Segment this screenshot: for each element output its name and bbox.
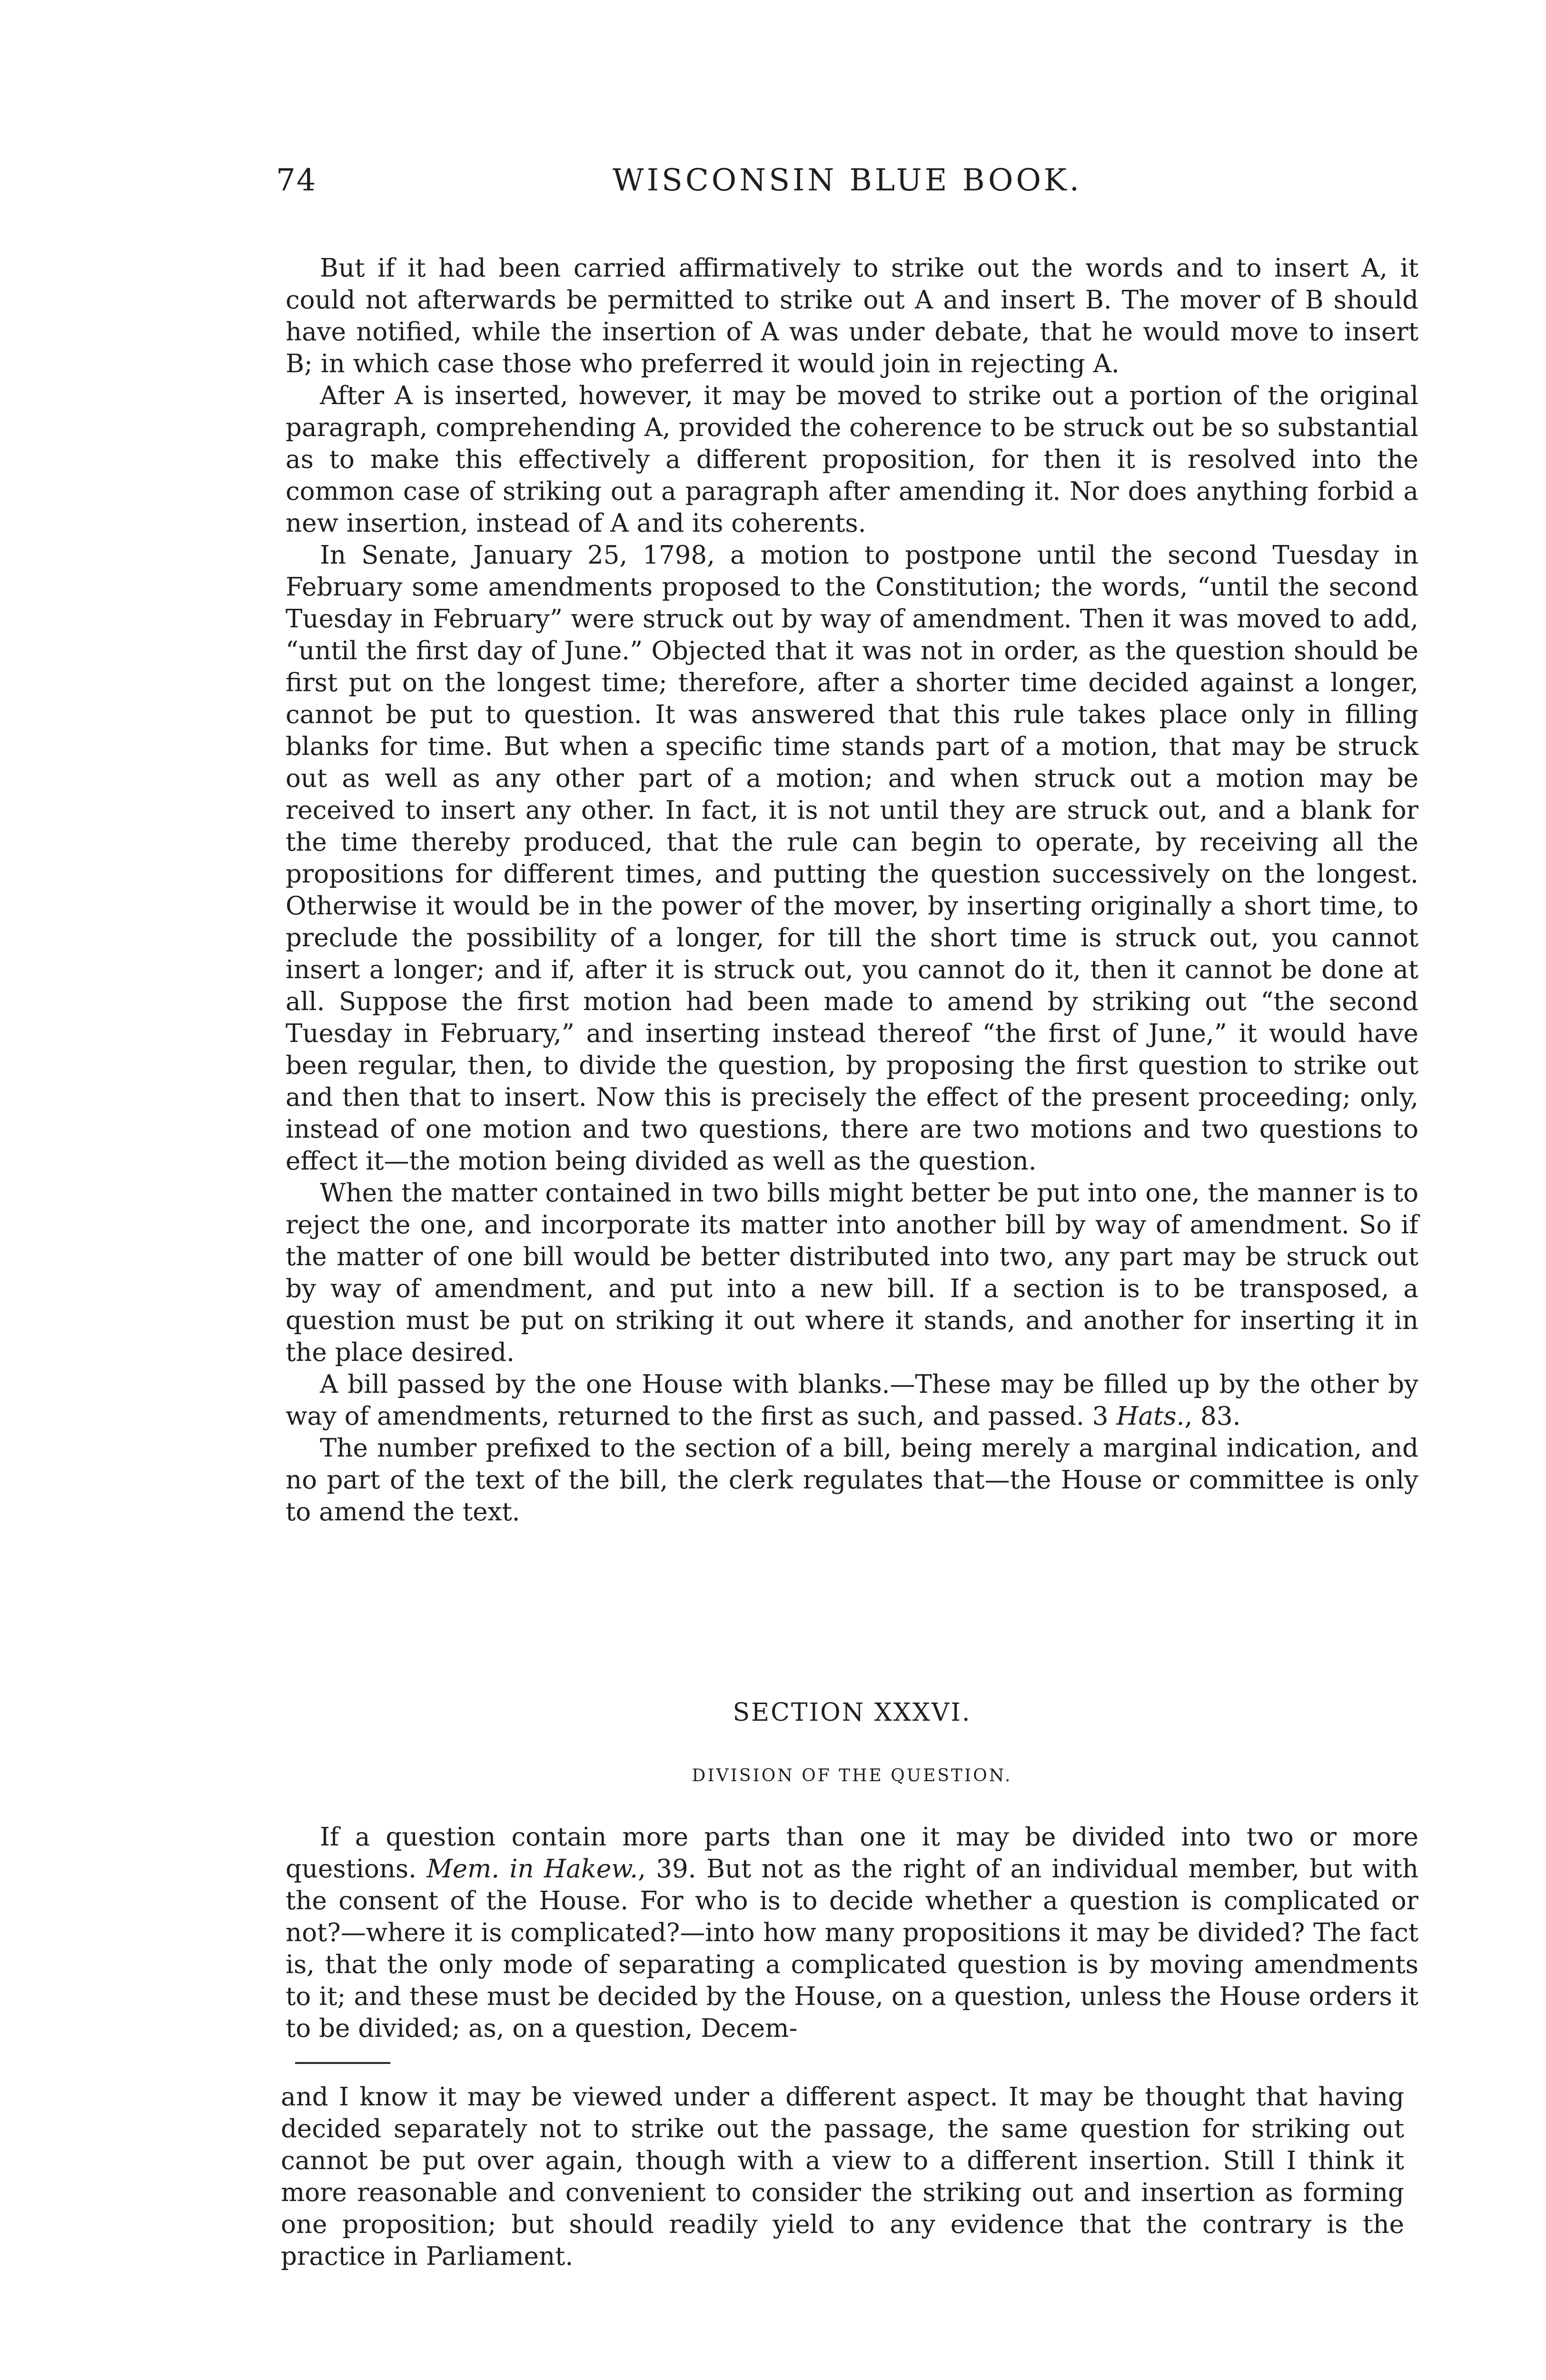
body-text bbox=[286, 252, 1418, 1528]
page-header bbox=[276, 163, 1418, 210]
paragraph bbox=[286, 1821, 1418, 2044]
citation: Mem. in Hakew. bbox=[426, 1854, 638, 1884]
page-number: 74 bbox=[276, 163, 317, 198]
section-text bbox=[286, 1821, 1418, 2044]
running-title: WISCONSIN BLUE BOOK. bbox=[612, 163, 1082, 198]
paragraph: After A is inserted, however, it may be moved to strike out a portion of the original paragraph, comprehending A, provided the coherence to be struck out be so substantial as to make this effectively a different proposition, for then it is resolved into the common case of striking out a paragraph after amending it. Nor does anything forbid a new insertion, instead of A and its coherents. bbox=[286, 381, 1418, 538]
citation: Hats. bbox=[1116, 1402, 1185, 1431]
footnote bbox=[281, 2081, 1404, 2272]
paragraph: The number prefixed to the section of a bill, being merely a marginal indication, and no part of the text of the bill, the clerk regulates that—the House or committee is only to amend the text. bbox=[286, 1434, 1418, 1527]
paragraph: In Senate, January 25, 1798, a motion to postpone until the second Tuesday in February some amendments proposed to the Constitution; the words, “until the second Tuesday in February” were struck out by way of amendment. Then it was moved to add, “until the first day of June.” Objected that it was not in order, as the question should be first put on the longest time; therefore, after a shorter time decided against a longer, cannot be put to question. It was answered that this rule takes place only in filling blanks for time. But when a specific time stands part of a motion, that may be struck out as well as any other part of a motion; and when struck out a motion may be received to insert any other. In fact, it is not until they are struck out, and a blank for the time thereby produced, that the rule can begin to operate, by receiving all the propositions for different times, and putting the question successively on the longest. Otherwise it would be in the power of the mover, by inserting originally a short time, to preclude the possibility of a longer, for till the short time is struck out, you cannot insert a longer; and if, after it is struck out, you cannot do it, then it cannot be done at all. Suppose the first motion had been made to amend by striking out “the second Tuesday in February,” and inserting instead thereof “the first of June,” it would have been regular, then, to divide the question, by proposing the first question to strike out and then that to insert. Now this is precisely the effect of the present proceeding; only, instead of one motion and two questions, there are two motions and two questions to effect it—the motion being divided as well as the question. bbox=[286, 541, 1418, 1176]
footnote-text: and I know it may be viewed under a different aspect. It may be thought that having decided separately not to strike out the passage, the same question for striking out cannot be put over again, though with a view to a different insertion. Still I think it more reasonable and convenient to consider the striking out and insertion as forming one proposition; but should readily yield to any evidence that the contrary is the practice in Parliament. bbox=[281, 2082, 1404, 2271]
footnote-divider bbox=[295, 2062, 390, 2064]
paragraph-text: A bill passed by the one House with blanks.—These may be filled up by the other by way of amendments, returned to the first as such, and passed. 3 bbox=[286, 1370, 1418, 1431]
paragraph: But if it had been carried affirmatively to strike out the words and to insert A, it could not afterwards be permitted to strike out A and insert B. The mover of B should have notified, while the insertion of A was under debate, that he would move to insert B; in which case those who preferred it would join in rejecting A. bbox=[286, 254, 1418, 378]
paragraph-blanks bbox=[286, 1368, 1418, 1432]
paragraph: When the matter contained in two bills might better be put into one, the manner is to reject the one, and incorporate its matter into another bill by way of amendment. So if the matter of one bill would be better distributed into two, any part may be struck out by way of amendment, and put into a new bill. If a section is to be transposed, a question must be put on striking it out where it stands, and another for inserting it in the place desired. bbox=[286, 1179, 1418, 1367]
paragraph-text: , 39. But not as the right of an individual member, but with the consent of the House. For who is to decide whether a question is complicated or not?—where it is complicated?—into how many propositions it may be divided? The fact is, that the only mode of separating a complicated question is by moving amendments to it; and these must be decided by the House, on a question, unless the House orders it to be divided; as, on a question, Decem- bbox=[286, 1854, 1418, 2043]
section-heading: SECTION XXXVI. bbox=[733, 1698, 971, 1727]
citation-page: , 83. bbox=[1184, 1402, 1241, 1431]
paragraph-text: If a question contain more parts than one it may be divided into two or more questions. bbox=[286, 1823, 1418, 1884]
section-subheading: DIVISION OF THE QUESTION. bbox=[692, 1766, 1012, 1785]
